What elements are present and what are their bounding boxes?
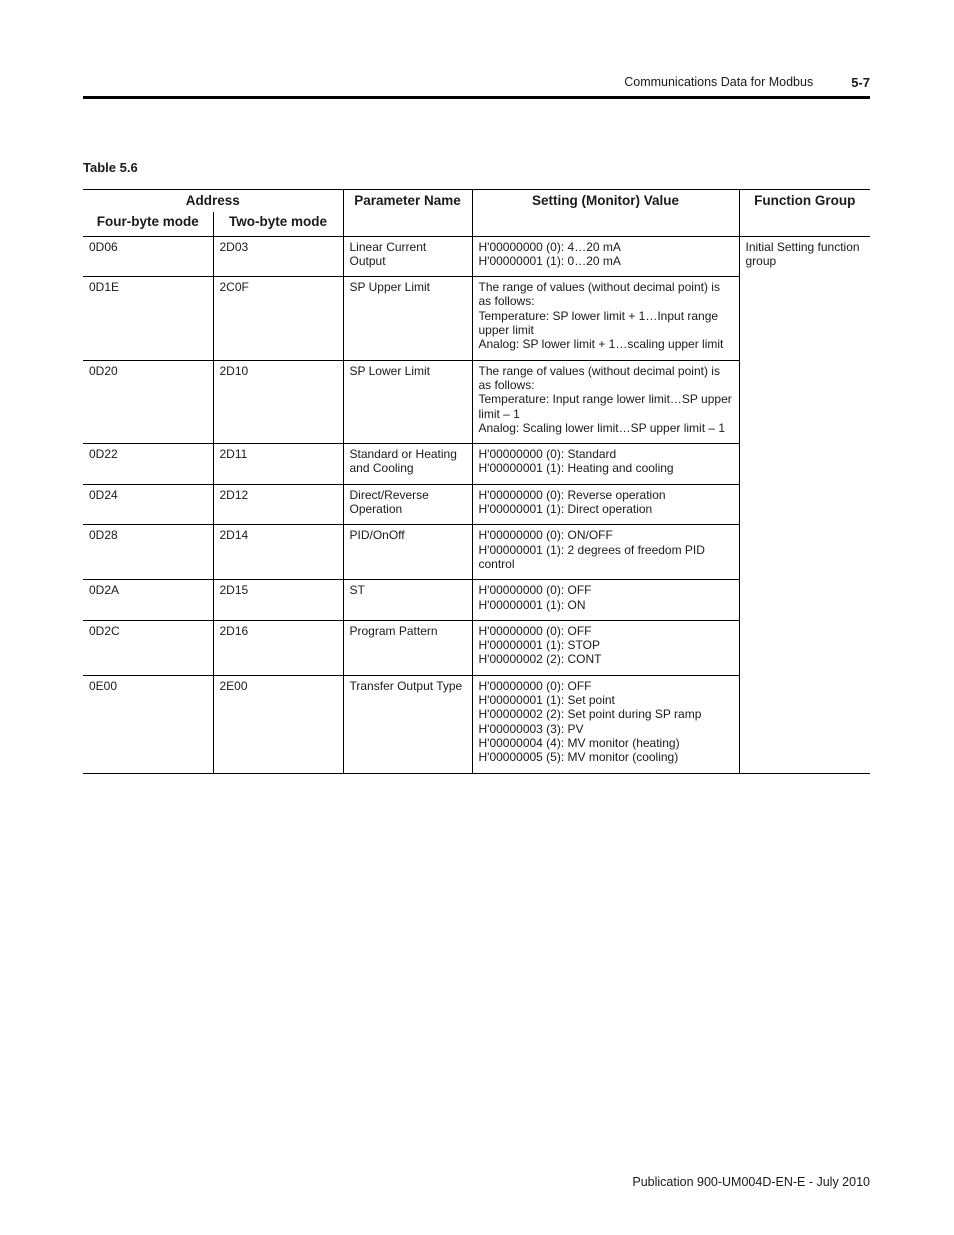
cell-two-byte-address: 2D11 [213, 444, 343, 485]
cell-setting-value [472, 484, 739, 525]
cell-parameter-name: PID/OnOff [343, 525, 472, 580]
setting-value-line: Analog: Scaling lower limit…SP upper limit – 1 [478, 420, 726, 435]
cell-four-byte-address: 0D28 [83, 525, 213, 580]
cell-parameter-name: Standard or Heating and Cooling [343, 444, 472, 485]
setting-value-line: The range of values (without decimal point) is as follows: [478, 280, 720, 309]
setting-value-line: Analog: SP lower limit + 1…scaling upper limit [478, 337, 724, 352]
cell-two-byte-address: 2D12 [213, 484, 343, 525]
cell-parameter-name: ST [343, 580, 472, 621]
cell-setting-value [472, 444, 739, 485]
cell-parameter-name: SP Lower Limit [343, 360, 472, 443]
header-two-byte-mode: Two-byte mode [213, 212, 343, 236]
setting-value-line: H'00000004 (4): MV monitor (heating) [478, 735, 680, 750]
table-row [83, 236, 870, 277]
cell-two-byte-address: 2C0F [213, 277, 343, 360]
cell-four-byte-address: 0D20 [83, 360, 213, 443]
setting-value-line: H'00000001 (1): Heating and cooling [478, 461, 674, 476]
setting-value-line: H'00000000 (0): Reverse operation [478, 487, 666, 502]
setting-value-line: H'00000000 (0): ON/OFF [478, 528, 613, 543]
cell-setting-value [472, 360, 739, 443]
cell-two-byte-address: 2D10 [213, 360, 343, 443]
setting-value-line: H'00000005 (5): MV monitor (cooling) [478, 750, 679, 765]
cell-two-byte-address: 2D03 [213, 236, 343, 277]
setting-value-line: H'00000000 (0): OFF [478, 678, 592, 693]
setting-value-line: H'00000001 (1): Set point [478, 693, 615, 708]
cell-four-byte-address: 0E00 [83, 675, 213, 773]
setting-value-line: Temperature: Input range lower limit…SP upper limit – 1 [478, 392, 732, 421]
setting-value-line: H'00000001 (1): 0…20 mA [478, 253, 621, 268]
cell-setting-value [472, 277, 739, 360]
cell-two-byte-address: 2D16 [213, 620, 343, 675]
cell-setting-value [472, 675, 739, 773]
cell-four-byte-address: 0D1E [83, 277, 213, 360]
cell-four-byte-address: 0D2A [83, 580, 213, 621]
setting-value-line: H'00000001 (1): 2 degrees of freedom PID control [478, 542, 705, 571]
cell-function-group: Initial Setting function group [745, 239, 860, 268]
setting-value-line: H'00000001 (1): ON [478, 597, 586, 612]
cell-parameter-name: Linear Current Output [343, 236, 472, 277]
page-footer: Publication 900-UM004D-EN-E - July 2010 [632, 1175, 870, 1189]
table-caption: Table 5.6 [83, 160, 138, 175]
setting-value-line: H'00000000 (0): 4…20 mA [478, 239, 621, 254]
page-number: 5-7 [851, 74, 870, 90]
cell-four-byte-address: 0D22 [83, 444, 213, 485]
setting-value-line: H'00000001 (1): Direct operation [478, 502, 653, 517]
header-four-byte-mode: Four-byte mode [83, 212, 213, 236]
header-rule [83, 96, 870, 99]
setting-value-line: H'00000003 (3): PV [478, 721, 584, 736]
page-header [83, 72, 870, 92]
cell-four-byte-address: 0D24 [83, 484, 213, 525]
header-setting-value: Setting (Monitor) Value [472, 190, 739, 237]
cell-four-byte-address: 0D06 [83, 236, 213, 277]
cell-setting-value [472, 525, 739, 580]
cell-two-byte-address: 2D15 [213, 580, 343, 621]
cell-four-byte-address: 0D2C [83, 620, 213, 675]
cell-setting-value [472, 236, 739, 277]
table-body [83, 236, 870, 773]
setting-value-line: H'00000000 (0): Standard [478, 447, 617, 462]
cell-setting-value [472, 620, 739, 675]
header-address: Address [83, 190, 343, 213]
cell-parameter-name: Transfer Output Type [343, 675, 472, 773]
setting-value-line: H'00000000 (0): OFF [478, 583, 592, 598]
header-function-group: Function Group [739, 190, 870, 237]
setting-value-line: H'00000002 (2): CONT [478, 652, 602, 667]
cell-two-byte-address: 2E00 [213, 675, 343, 773]
cell-setting-value [472, 580, 739, 621]
setting-value-line: H'00000002 (2): Set point during SP ramp [478, 707, 702, 722]
section-title: Communications Data for Modbus [624, 75, 814, 89]
setting-value-line: H'00000000 (0): OFF [478, 623, 592, 638]
data-table [83, 189, 870, 774]
cell-parameter-name: Program Pattern [343, 620, 472, 675]
cell-parameter-name: Direct/Reverse Operation [343, 484, 472, 525]
header-parameter-name: Parameter Name [343, 190, 472, 237]
cell-two-byte-address: 2D14 [213, 525, 343, 580]
setting-value-line: The range of values (without decimal point) is as follows: [478, 363, 720, 392]
setting-value-line: H'00000001 (1): STOP [478, 638, 600, 653]
setting-value-line: Temperature: SP lower limit + 1…Input range upper limit [478, 308, 719, 338]
cell-parameter-name: SP Upper Limit [343, 277, 472, 360]
